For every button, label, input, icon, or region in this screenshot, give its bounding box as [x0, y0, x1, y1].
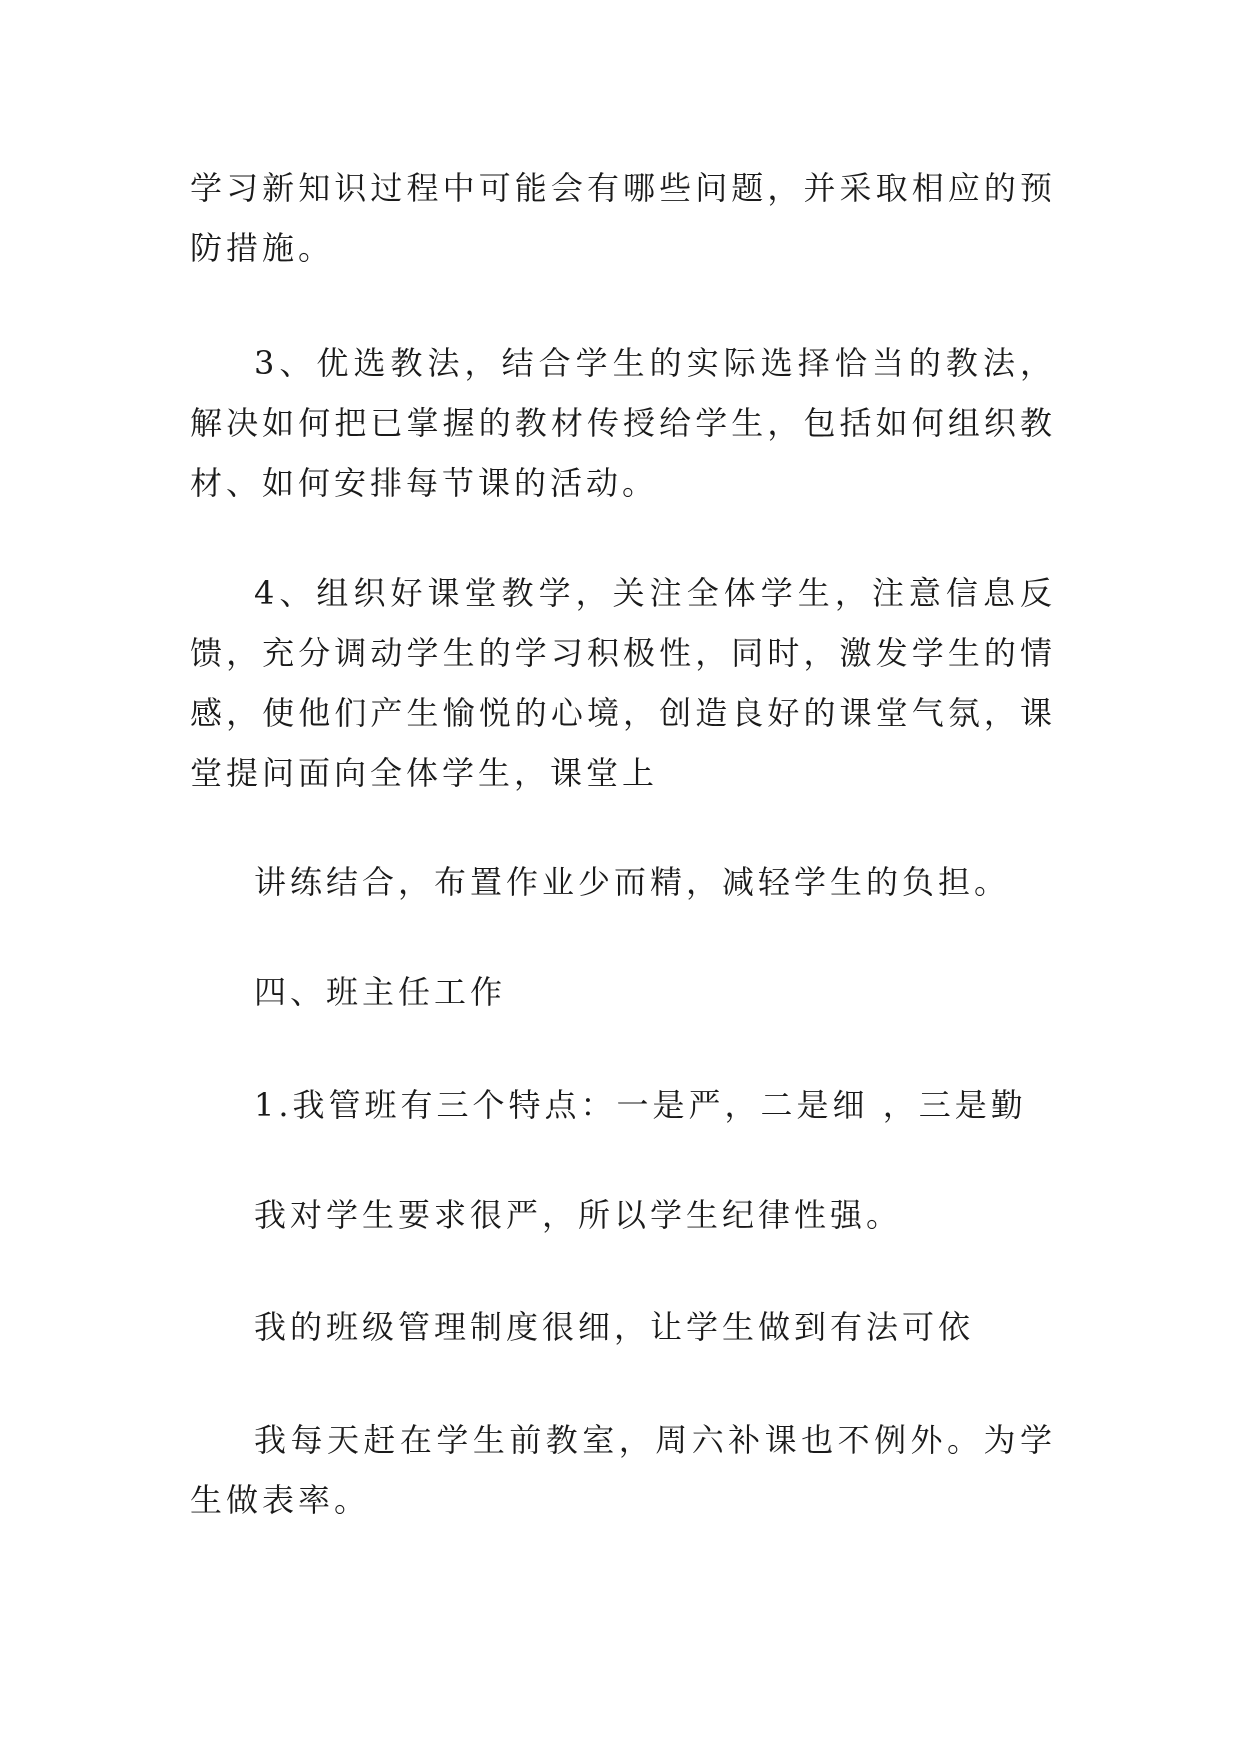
- paragraph-three-features: 1.我管班有三个特点：一是严，二是细 ，三是勤: [254, 1086, 1027, 1124]
- paragraph-continuation: 学习新知识过程中可能会有哪些问题，并采取相应的预防措施。: [190, 169, 1056, 267]
- paragraph-classroom-teaching: 4、组织好课堂教学，关注全体学生，注意信息反馈，充分调动学生的学习积极性，同时，激发学生的情感，使他们产生愉悦的心境，创造良好的课堂气氛，课堂提问面向全体学生，课堂上: [190, 574, 1056, 792]
- paragraph-practice: 讲练结合，布置作业少而精，减轻学生的负担。: [254, 863, 1011, 901]
- paragraph-diligent: 我每天赶在学生前教室，周六补课也不例外。为学生做表率。: [190, 1421, 1056, 1519]
- section-heading-head-teacher: 四、班主任工作: [254, 973, 507, 1011]
- paragraph-teaching-method: 3、优选教法，结合学生的实际选择恰当的教法，解决如何把已掌握的教材传授给学生，包括如何组织教材、如何安排每节课的活动。: [190, 344, 1056, 502]
- paragraph-strict: 我对学生要求很严，所以学生纪律性强。: [254, 1196, 903, 1234]
- paragraph-detailed: 我的班级管理制度很细，让学生做到有法可依: [254, 1308, 975, 1346]
